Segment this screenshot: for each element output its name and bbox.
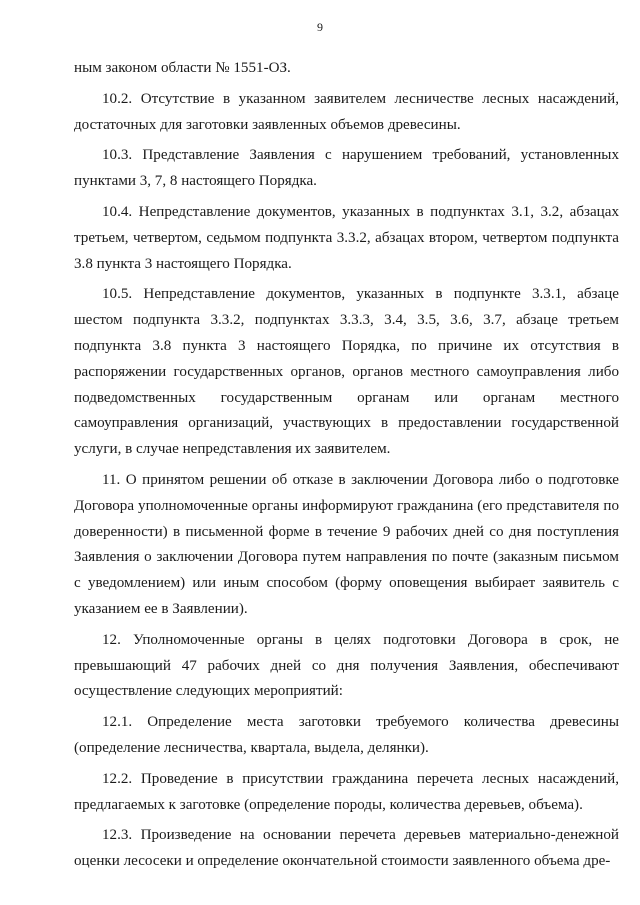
paragraph-10-3: 10.3. Представление Заявления с нарушением требований, установленных пунктами 3, 7, 8 настоящего Порядка.: [74, 147, 619, 190]
paragraph-continuation: ным законом области № 1551-ОЗ.: [74, 60, 291, 76]
paragraph-12-1: 12.1. Определение места заготовки требуемого количества древесины (определение лесничества, квартала, выдела, делянки).: [74, 714, 619, 756]
paragraph-12-2: 12.2. Проведение в присутствии гражданина перечета лесных насаждений, предлагаемых к заготовке (определение породы, количества деревьев, объема).: [74, 770, 619, 813]
paragraph-12-3: 12.3. Произведение на основании перечета деревьев материально-денежной оценки лесосеки и определение окончательной стоимости заявленного объема дре-: [74, 827, 619, 870]
page-number: 9: [317, 20, 323, 34]
paragraph-11: 11. О принятом решении об отказе в заключении Договора либо о подготовке Договора уполномоченные органы информируют гражданина (его представителя по доверенности) в письменной форме в течение 9 рабочих дней со дня поступления Заявления о заключении Договора путем направления по почте (заказным письмом с уведомлением) или иным способом (форму оповещения выбирает заявитель с указанием ее в Заявлении).: [74, 471, 619, 617]
document-body: [74, 56, 619, 880]
paragraph-10-2: 10.2. Отсутствие в указанном заявителем лесничестве лесных насаждений, достаточных для заготовки заявленных объемов древесины.: [74, 90, 619, 133]
paragraph-10-5: 10.5. Непредставление документов, указанных в подпункте 3.3.1, абзаце шестом подпункта 3.3.2, подпунктах 3.3.3, 3.4, 3.5, 3.6, 3.7, абзаце третьем подпункта 3.8 пункта 3 настоящего Порядка, по причине их отсутствия в распоряжении государственных органов, органов местного самоуправления либо подведомственных государственным органам или органам местного самоуправления организаций, участвующих в предоставлении государственной услуги, в случае непредставления их заявителем.: [74, 286, 619, 458]
paragraph-12: 12. Уполномоченные органы в целях подготовки Договора в срок, не превышающий 47 рабочих дней со дня получения Заявления, обеспечивают осуществление следующих мероприятий:: [74, 631, 619, 700]
paragraph-10-4: 10.4. Непредставление документов, указанных в подпунктах 3.1, 3.2, абзацах третьем, четвертом, седьмом подпункта 3.3.2, абзацах втором, четвертом подпункта 3.8 пункта 3 настоящего Порядка.: [74, 203, 619, 272]
